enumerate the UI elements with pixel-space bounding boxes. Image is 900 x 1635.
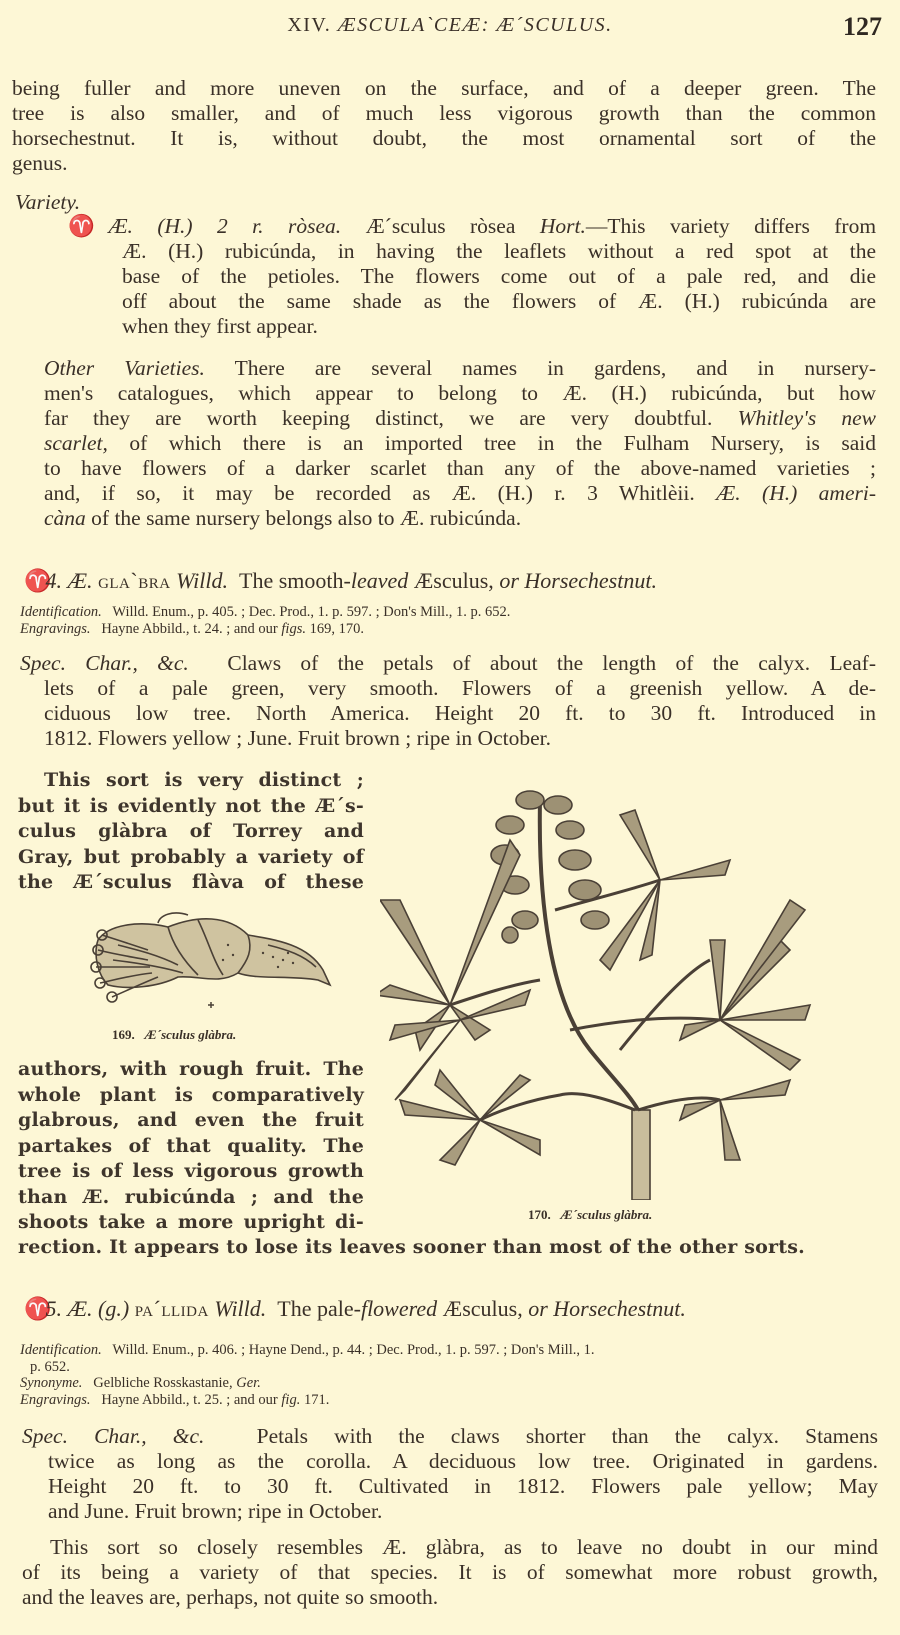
engravings-label: Engravings. — [20, 620, 91, 637]
text-line — [44, 406, 876, 431]
species-name: gla`bra — [98, 568, 171, 593]
other-varieties-label: Other Varieties. — [44, 356, 205, 380]
variety-authority: Hort. — [539, 214, 586, 238]
synonyme-line — [20, 1375, 880, 1392]
text-line: partakes of that quality. The — [18, 1134, 364, 1157]
common-name-italic: flowered — [360, 1296, 438, 1321]
text-line — [44, 431, 876, 456]
common-name-or: or Horsechestnut. — [499, 568, 657, 593]
text-line: of its being a variety of that species. It is of somewhat more robust growth, — [22, 1560, 878, 1584]
text-line: than Æ. rubicúnda ; and the — [18, 1185, 364, 1208]
text-line: the Æ´sculus flàva of these — [18, 871, 364, 893]
variety-first-line — [68, 214, 876, 239]
species-4-body-bottom — [18, 1057, 364, 1236]
species-number: 5. Æ. (g.) — [45, 1296, 130, 1321]
cultivar-name: càna — [44, 506, 86, 530]
species-5-references — [20, 1342, 880, 1408]
common-name-or: or Horsechestnut. — [528, 1296, 686, 1321]
text-line: This sort so closely resembles Æ. glàbra, as to leave no doubt in our mind — [50, 1535, 878, 1559]
text-line: genus. — [12, 151, 68, 175]
figure-170-caption — [528, 1207, 652, 1223]
species-4-references — [20, 604, 510, 637]
engravings-text: Hayne Abbild., t. 25. ; and our — [101, 1391, 278, 1408]
text-line: when they first appear. — [122, 314, 318, 338]
synonyme-label: Synonyme. — [20, 1375, 83, 1391]
intro-paragraph — [12, 76, 876, 176]
text-line: glabrous, and even the fruit — [18, 1109, 364, 1131]
synonyme-lang: Ger. — [236, 1375, 261, 1391]
engravings-line — [20, 1392, 880, 1409]
genus-name: Æ´SCULUS. — [496, 14, 613, 36]
identification-line — [20, 1342, 880, 1359]
running-header — [0, 12, 900, 42]
branch-illustration — [380, 780, 860, 1200]
text-fragment: —This variety differs from — [585, 214, 877, 238]
common-name-pre: The pale- — [277, 1296, 361, 1321]
text-line: men's catalogues, which appear to belong to Æ. (H.) rubicúnda, but how — [44, 381, 876, 405]
species-authority: Willd. — [214, 1296, 267, 1321]
variety-synonym: Æ´sculus ròsea — [365, 214, 516, 238]
tree-symbol-icon: ♈ — [24, 568, 52, 593]
text-line: whole plant is comparatively — [18, 1083, 364, 1106]
cultivar-name: Whitley's new — [737, 406, 877, 430]
species-number: 4. Æ. — [45, 568, 93, 593]
text-line — [44, 481, 876, 506]
spec-char-label: Spec. Char., &c. — [20, 651, 189, 675]
identification-continuation: p. 652. — [30, 1358, 70, 1375]
text-fragment: far they are worth keeping distinct, we are very doubtful. — [44, 406, 713, 430]
identification-text: Willd. Enum., p. 405. ; Dec. Prod., 1. p. 597. ; Don's Mill., 1. p. 652. — [112, 604, 511, 620]
tree-symbol-icon: ♈ — [68, 214, 95, 238]
text-line: but it is evidently not the Æ´s- — [18, 794, 364, 817]
text-line: Æ. (H.) rubicúnda, in having the leaflets without a red spot at the — [122, 239, 876, 263]
text-line: rection. It appears to lose its leaves sooner than most of the other sorts. — [18, 1236, 805, 1258]
text-line: authors, with rough fruit. The — [18, 1058, 364, 1080]
text-fragment: There are several names in gardens, and in nursery- — [234, 356, 876, 380]
page-number: 127 — [843, 12, 882, 41]
other-varieties-paragraph — [44, 356, 876, 381]
common-name-mid: Æsculus, — [442, 1296, 523, 1321]
flower-illustration — [88, 905, 338, 1015]
text-line: and June. Fruit brown; ripe in October. — [48, 1499, 383, 1523]
species-4-body-top — [18, 768, 364, 896]
cultivar-name: Æ. (H.) ameri- — [716, 481, 876, 505]
species-name: pa´llida — [134, 1296, 209, 1321]
figure-number: 169. — [112, 1027, 135, 1042]
common-name-italic: leaved — [350, 568, 409, 593]
text-fragment: Petals with the claws shorter than the calyx. Stamens — [256, 1424, 879, 1448]
species-4-body-last — [18, 1235, 828, 1261]
identification-label: Identification. — [20, 604, 102, 620]
figure-name: Æ´sculus glàbra. — [144, 1027, 237, 1042]
family-name: ÆSCULA`CEÆ: — [337, 14, 490, 36]
identification-label: Identification. — [20, 1342, 102, 1358]
species-5-spec-char-body — [48, 1449, 878, 1524]
text-line: to have flowers of a darker scarlet than any of the above-named varieties ; — [44, 456, 876, 480]
figure-170-branch — [380, 780, 860, 1200]
text-line: Height 20 ft. to 30 ft. Cultivated in 1812. Flowers pale yellow; May — [48, 1474, 878, 1498]
text-line: This sort is very distinct ; — [44, 769, 364, 791]
identification-line — [20, 604, 510, 621]
species-4-spec-char — [20, 651, 876, 676]
variety-entry — [68, 214, 876, 239]
text-line — [22, 1424, 878, 1449]
text-line: and the leaves are, perhaps, not quite so smooth. — [22, 1585, 439, 1609]
text-fragment: of the same nursery belongs also to Æ. rubicúnda. — [91, 506, 522, 530]
figure-number: 170. — [528, 1207, 551, 1222]
engravings-text: Hayne Abbild., t. 24. ; and our — [101, 620, 278, 637]
common-name-pre: The smooth- — [239, 568, 351, 593]
section-number: XIV. — [287, 14, 332, 36]
species-5-closing-paragraph — [22, 1535, 878, 1610]
text-line: culus glàbra of Torrey and — [18, 820, 364, 842]
text-line: horsechestnut. It is, without doubt, the most ornamental sort of the — [12, 126, 876, 150]
text-line: 1812. Flowers yellow ; June. Fruit brown ; ripe in October. — [44, 726, 551, 750]
text-fragment: of which there is an imported tree in the Fulham Nursery, is said — [129, 431, 876, 455]
text-line: twice as long as the corolla. A deciduous low tree. Originated in gardens. — [48, 1449, 878, 1473]
text-line — [20, 651, 876, 676]
species-5-spec-char — [22, 1424, 878, 1449]
text-line: tree is also smaller, and of much less vigorous growth than the common — [12, 101, 876, 125]
tree-symbol-icon: ♈ — [24, 1296, 52, 1321]
spec-char-label: Spec. Char., &c. — [22, 1424, 205, 1448]
cultivar-name: scarlet, — [44, 431, 108, 455]
text-fragment: and, if so, it may be recorded as Æ. (H.) r. 3 Whitlèii. — [44, 481, 695, 505]
text-line: tree is of less vigorous growth — [18, 1160, 364, 1182]
text-line: being fuller and more uneven on the surface, and of a deeper green. The — [12, 76, 876, 100]
species-5-title — [24, 1296, 686, 1322]
text-line — [44, 506, 876, 531]
text-line: lets of a pale green, very smooth. Flowers of a greenish yellow. A de- — [44, 676, 876, 700]
engravings-label: Engravings. — [20, 1391, 91, 1408]
text-line: off about the same shade as the flowers of Æ. (H.) rubicúnda are — [122, 289, 876, 313]
engravings-numbers: 171. — [303, 1391, 330, 1408]
text-line — [44, 356, 876, 381]
synonyme-text: Gelbliche Rosskastanie, — [93, 1375, 233, 1391]
text-line: base of the petioles. The flowers come out of a pale red, and die — [122, 264, 876, 288]
species-4-spec-char-body — [44, 676, 876, 751]
engravings-line — [20, 621, 510, 638]
engravings-figs: figs. — [281, 620, 306, 637]
figure-169-caption — [112, 1027, 236, 1043]
text-line: shoots take a more upright di- — [18, 1211, 364, 1233]
variety-name: Æ. (H.) 2 r. ròsea. — [108, 214, 342, 238]
text-fragment: Claws of the petals of about the length of the calyx. Leaf- — [227, 651, 876, 675]
engravings-numbers: 169, 170. — [309, 620, 364, 637]
figure-169-flower — [88, 905, 338, 1015]
text-line: ciduous low tree. North America. Height 20 ft. to 30 ft. Introduced in — [44, 701, 876, 725]
text-line: Gray, but probably a variety of — [18, 845, 364, 868]
variety-description — [122, 239, 876, 339]
species-4-title — [24, 568, 657, 594]
species-authority: Willd. — [176, 568, 229, 593]
variety-heading: Variety. — [15, 190, 81, 214]
engravings-fig: fig. — [281, 1391, 301, 1408]
other-varieties-body — [44, 381, 876, 531]
identification-text: Willd. Enum., p. 406. ; Hayne Dend., p. 44. ; Dec. Prod., 1. p. 597. ; Don's Mill., 1. — [112, 1342, 595, 1358]
running-head-title — [240, 14, 660, 37]
common-name-mid: Æsculus, — [413, 568, 494, 593]
figure-name: Æ´sculus glàbra. — [560, 1207, 653, 1222]
